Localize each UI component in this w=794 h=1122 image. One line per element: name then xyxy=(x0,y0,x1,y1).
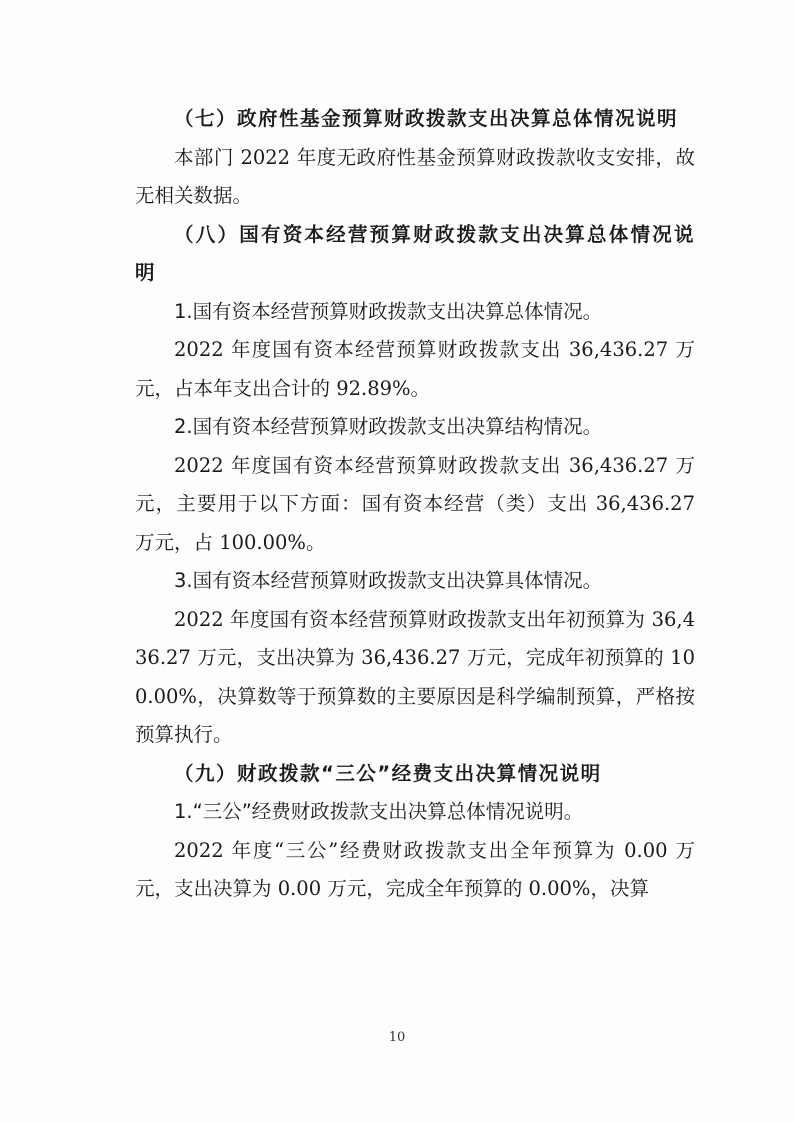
section-9-item-1-body: 2022 年度“三公”经费财政拨款支出全年预算为 0.00 万元，支出决算为 0.00 万元，完成全年预算的 0.00%，决算 xyxy=(135,838,695,900)
section-7-body: 本部门 2022 年度无政府性基金预算财政拨款收支安排，故无相关数据。 xyxy=(135,145,695,207)
section-9-heading: （九）财政拨款“三公”经费支出决算情况说明 xyxy=(174,761,602,785)
page-number: 10 xyxy=(388,1030,406,1045)
section-7-heading: （七）政府性基金预算财政拨款支出决算总体情况说明 xyxy=(174,107,679,130)
section-8-heading: （八）国有资本经营预算财政拨款支出决算总体情况说明 xyxy=(135,222,695,284)
section-8-item-1-body: 2022 年度国有资本经营预算财政拨款支出 36,436.27 万元，占本年支出合计的 92.89%。 xyxy=(135,338,695,400)
section-8-item-2-body: 2022 年度国有资本经营预算财政拨款支出 36,436.27 万元，主要用于以下方面：国有资本经营（类）支出 36,436.27 万元，占 100.00%。 xyxy=(135,453,695,554)
section-8-item-2-title: 2.国有资本经营预算财政拨款支出决算结构情况。 xyxy=(174,415,603,438)
section-9-item-1-title: 1.“三公”经费财政拨款支出决算总体情况说明。 xyxy=(174,800,584,823)
section-8-item-3-title: 3.国有资本经营预算财政拨款支出决算具体情况。 xyxy=(174,569,603,592)
section-8-item-1-title: 1.国有资本经营预算财政拨款支出决算总体情况。 xyxy=(174,299,603,323)
section-8-item-3-body: 2022 年度国有资本经营预算财政拨款支出年初预算为 36,436.27 万元，支出决算为 36,436.27 万元，完成年初预算的 100.00%，决算数等于预算数的主要原因是科学编制预算，严格按预算执行。 xyxy=(135,607,695,746)
page-content xyxy=(135,100,695,909)
